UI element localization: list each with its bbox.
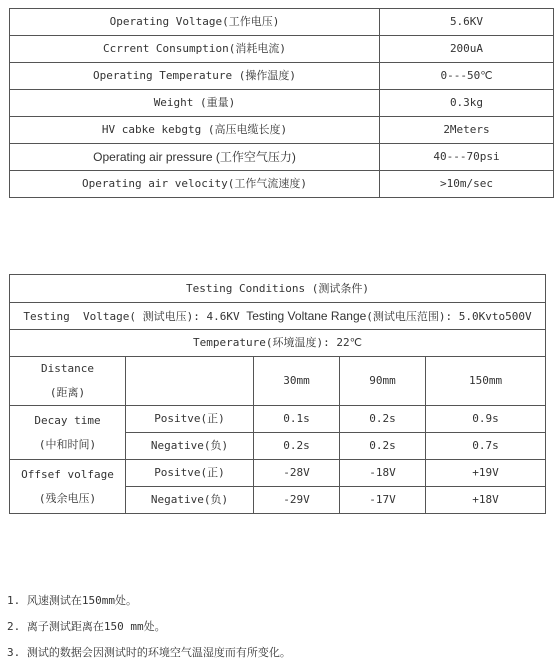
testing-title-row (10, 275, 546, 303)
distance-header-row (10, 357, 546, 406)
spec-param: Operating Temperature (操作温度) (10, 63, 380, 90)
offset-voltage-label-cn: (残余电压) (38, 491, 97, 505)
distance-blank-cell (126, 357, 254, 406)
positive-label: Positve(正) (126, 406, 254, 433)
decay-positive-value: 0.2s (340, 406, 426, 433)
spec-value: 40---70psi (380, 144, 554, 171)
note-item: 3. 测试的数据会因测试时的环境空气温湿度而有所变化。 (7, 646, 291, 659)
offset-positive-value: -18V (340, 460, 426, 487)
distance-value: 150mm (426, 357, 546, 406)
spec-row (10, 117, 554, 144)
spec-value: 2Meters (380, 117, 554, 144)
testing-voltage-line (10, 303, 546, 330)
spec-param: HV cabke kebgtg (高压电缆长度) (10, 117, 380, 144)
testing-temperature: Temperature(环境温度): 22℃ (10, 330, 546, 357)
offset-positive-row (10, 460, 546, 487)
spec-value: 5.6KV (380, 9, 554, 36)
testing-voltage-prefix: Testing Voltage( 测试电压): 4.6KV (23, 309, 247, 323)
testing-voltage-range-suffix: (测试电压范围): 5.0Kvto500V (366, 309, 532, 323)
note-item: 1. 风速测试在150mm处。 (7, 594, 137, 607)
spec-param: Ccrrent Consumption(消耗电流) (10, 36, 380, 63)
decay-positive-value: 0.1s (254, 406, 340, 433)
testing-voltage-row (10, 303, 546, 330)
testing-title: Testing Conditions (测试条件) (10, 275, 546, 303)
decay-positive-value: 0.9s (426, 406, 546, 433)
notes-list (7, 594, 547, 672)
distance-value: 90mm (340, 357, 426, 406)
negative-label: Negative(负) (126, 487, 254, 514)
spec-row (10, 90, 554, 117)
offset-positive-value: +19V (426, 460, 546, 487)
distance-value: 30mm (254, 357, 340, 406)
spec-value: 0.3kg (380, 90, 554, 117)
spec-param: Weight (重量) (10, 90, 380, 117)
offset-negative-value: +18V (426, 487, 546, 514)
offset-voltage-label-en: Offsef volfage (21, 467, 114, 481)
negative-label: Negative(负) (126, 433, 254, 460)
note-item: 2. 离子测试距离在150 mm处。 (7, 620, 166, 633)
offset-negative-value: -17V (340, 487, 426, 514)
decay-negative-value: 0.2s (254, 433, 340, 460)
distance-label (10, 357, 126, 406)
testing-conditions-table (9, 274, 546, 514)
spec-param: Operating air pressure (工作空气压力) (10, 144, 380, 171)
distance-label-cn: (距离) (49, 386, 86, 399)
spec-row (10, 36, 554, 63)
offset-negative-value: -29V (254, 487, 340, 514)
offset-positive-value: -28V (254, 460, 340, 487)
spec-param: Operating Voltage(工作电压) (10, 9, 380, 36)
spec-param: Operating air velocity(工作气流速度) (10, 171, 380, 198)
spec-row (10, 171, 554, 198)
positive-label: Positve(正) (126, 460, 254, 487)
decay-negative-value: 0.7s (426, 433, 546, 460)
decay-time-label-cn: (中和时间) (38, 437, 97, 451)
spec-row (10, 144, 554, 171)
decay-time-label (10, 406, 126, 460)
decay-time-label-en: Decay time (34, 413, 101, 427)
spec-value: >10m/sec (380, 171, 554, 198)
decay-negative-value: 0.2s (340, 433, 426, 460)
spec-row (10, 63, 554, 90)
spec-row (10, 9, 554, 36)
spec-value: 0---50℃ (380, 63, 554, 90)
distance-label-en: Distance (41, 362, 94, 375)
testing-voltage-range-label: Testing Voltane Range (246, 308, 367, 323)
offset-voltage-label (10, 460, 126, 514)
testing-temperature-row (10, 330, 546, 357)
decay-positive-row (10, 406, 546, 433)
spec-value: 200uA (380, 36, 554, 63)
specifications-table (9, 8, 554, 198)
